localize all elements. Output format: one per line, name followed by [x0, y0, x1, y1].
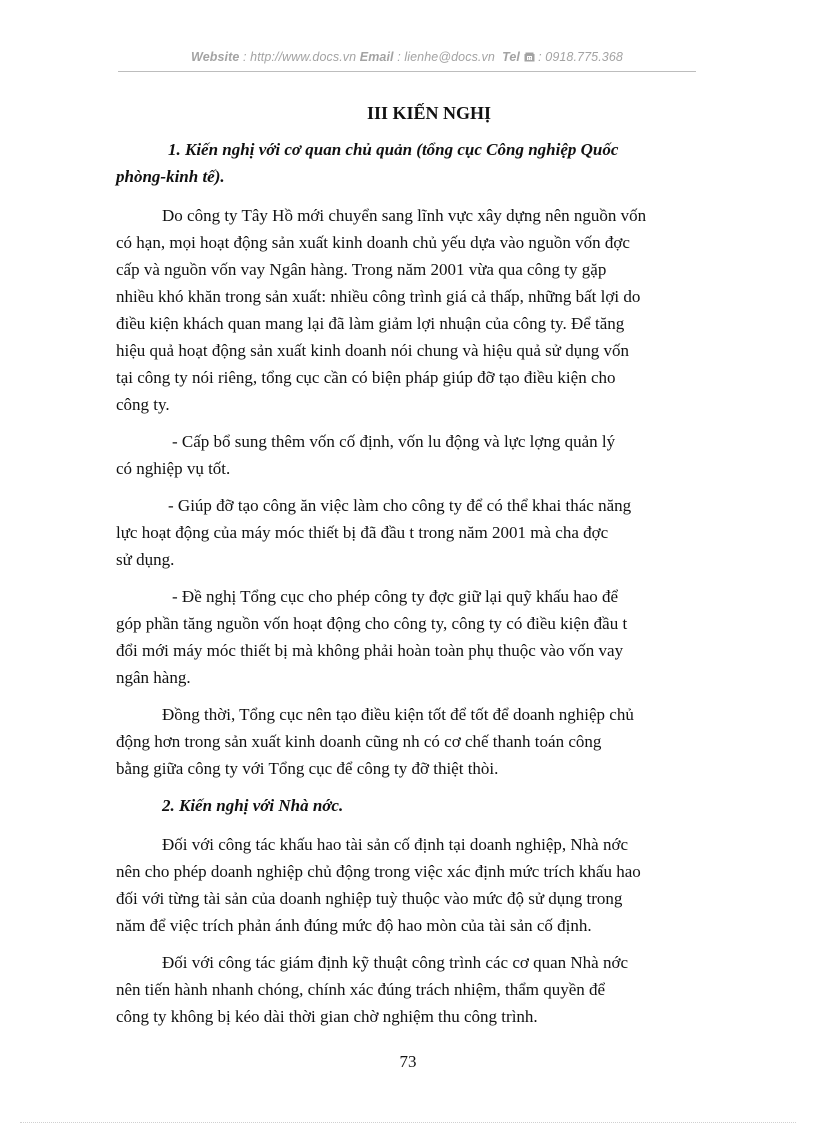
section1-paragraph-2	[116, 428, 696, 482]
section1-heading-line-2: phòng-kinh tế).	[116, 167, 225, 186]
section1-heading-line-1: 1. Kiến nghị với cơ quan chủ quản (tổng cục Công nghiệp Quốc	[168, 140, 619, 159]
para-line: Do công ty Tây Hồ mới chuyển sang lĩnh vực xây dựng nên nguồn vốn	[162, 206, 647, 225]
website-label: Website	[191, 50, 240, 64]
para-line: cấp và nguồn vốn vay Ngân hàng. Trong năm 2001 vừa qua công ty gặp	[116, 260, 607, 279]
tel-label: Tel	[502, 50, 520, 64]
para-line: công ty không bị kéo dài thời gian chờ nghiệm thu công trình.	[116, 1007, 538, 1026]
para-line: Đối với công tác giám định kỹ thuật công trình các cơ quan Nhà nớc	[162, 953, 629, 972]
para-line: nhiều khó khăn trong sản xuất: nhiều công trình giá cả thấp, những bất lợi do	[116, 287, 641, 306]
para-line: hiệu quả hoạt động sản xuất kinh doanh nói chung và hiệu quả sử dụng vốn	[116, 341, 629, 360]
para-line: - Đề nghị Tổng cục cho phép công ty đợc giữ lại quỹ khấu hao để	[172, 587, 619, 606]
para-line: năm để việc trích phản ánh đúng mức độ hao mòn của tài sản cố định.	[116, 916, 592, 935]
para-line: công ty.	[116, 395, 170, 414]
website-value: : http://www.docs.vn	[243, 50, 357, 64]
section1-paragraph-3	[116, 492, 696, 573]
para-line: có hạn, mọi hoạt động sản xuất kinh doanh chủ yếu dựa vào nguồn vốn đợc	[116, 233, 630, 252]
para-line: bằng giữa công ty với Tổng cục để công ty đỡ thiệt thòi.	[116, 759, 499, 778]
email-value: : lienhe@docs.vn	[397, 50, 495, 64]
email-label: Email	[359, 50, 394, 64]
para-line: động hơn trong sản xuất kinh doanh cũng nh có cơ chế thanh toán công	[116, 732, 602, 751]
page-header	[118, 50, 696, 65]
page-title: III KIẾN NGHỊ	[366, 103, 492, 123]
para-line: Đồng thời, Tổng cục nên tạo điều kiện tốt để tốt để doanh nghiệp chủ	[162, 705, 634, 724]
para-line: sử dụng.	[116, 550, 175, 569]
section1-paragraph-4	[116, 583, 696, 691]
section2-heading: 2. Kiến nghị với Nhà nớc.	[162, 796, 344, 815]
para-line: - Cấp bổ sung thêm vốn cố định, vốn lu động và lực lợng quản lý	[172, 432, 616, 451]
para-line: đổi mới máy móc thiết bị mà không phải hoàn toàn phụ thuộc vào vốn vay	[116, 641, 624, 660]
para-line: góp phần tăng nguồn vốn hoạt động cho công ty, công ty có điều kiện đầu t	[116, 614, 628, 633]
phone-icon	[524, 51, 535, 65]
section1-heading	[116, 136, 696, 190]
para-line: tại công ty nói riêng, tổng cục cần có biện pháp giúp đỡ tạo điều kiện cho	[116, 368, 616, 387]
para-line: nên tiến hành nhanh chóng, chính xác đúng trách nhiệm, thẩm quyền để	[116, 980, 606, 999]
para-line: nên cho phép doanh nghiệp chủ động trong việc xác định mức trích khấu hao	[116, 862, 641, 881]
para-line: - Giúp đỡ tạo công ăn việc làm cho công ty để có thể khai thác năng	[168, 496, 632, 515]
para-line: Đối với công tác khấu hao tài sản cố định tại doanh nghiệp, Nhà nớc	[162, 835, 628, 854]
header-rule	[118, 71, 696, 72]
document-body	[116, 103, 696, 1040]
section1-paragraph-5	[116, 701, 696, 782]
section2-paragraph-2	[116, 949, 696, 1030]
section1-paragraph-1	[116, 202, 696, 418]
para-line: lực hoạt động của máy móc thiết bị đã đầu t trong năm 2001 mà cha đợc	[116, 523, 609, 542]
para-line: điều kiện khách quan mang lại đã làm giảm lợi nhuận của công ty. Để tăng	[116, 314, 625, 333]
section2-paragraph-1	[116, 831, 696, 939]
page-number: 73	[399, 1052, 417, 1071]
tel-value: : 0918.775.368	[538, 50, 623, 64]
para-line: đối với từng tài sản của doanh nghiệp tuỳ thuộc vào mức độ sử dụng trong	[116, 889, 623, 908]
para-line: có nghiệp vụ tốt.	[116, 459, 231, 478]
para-line: ngân hàng.	[116, 668, 191, 687]
